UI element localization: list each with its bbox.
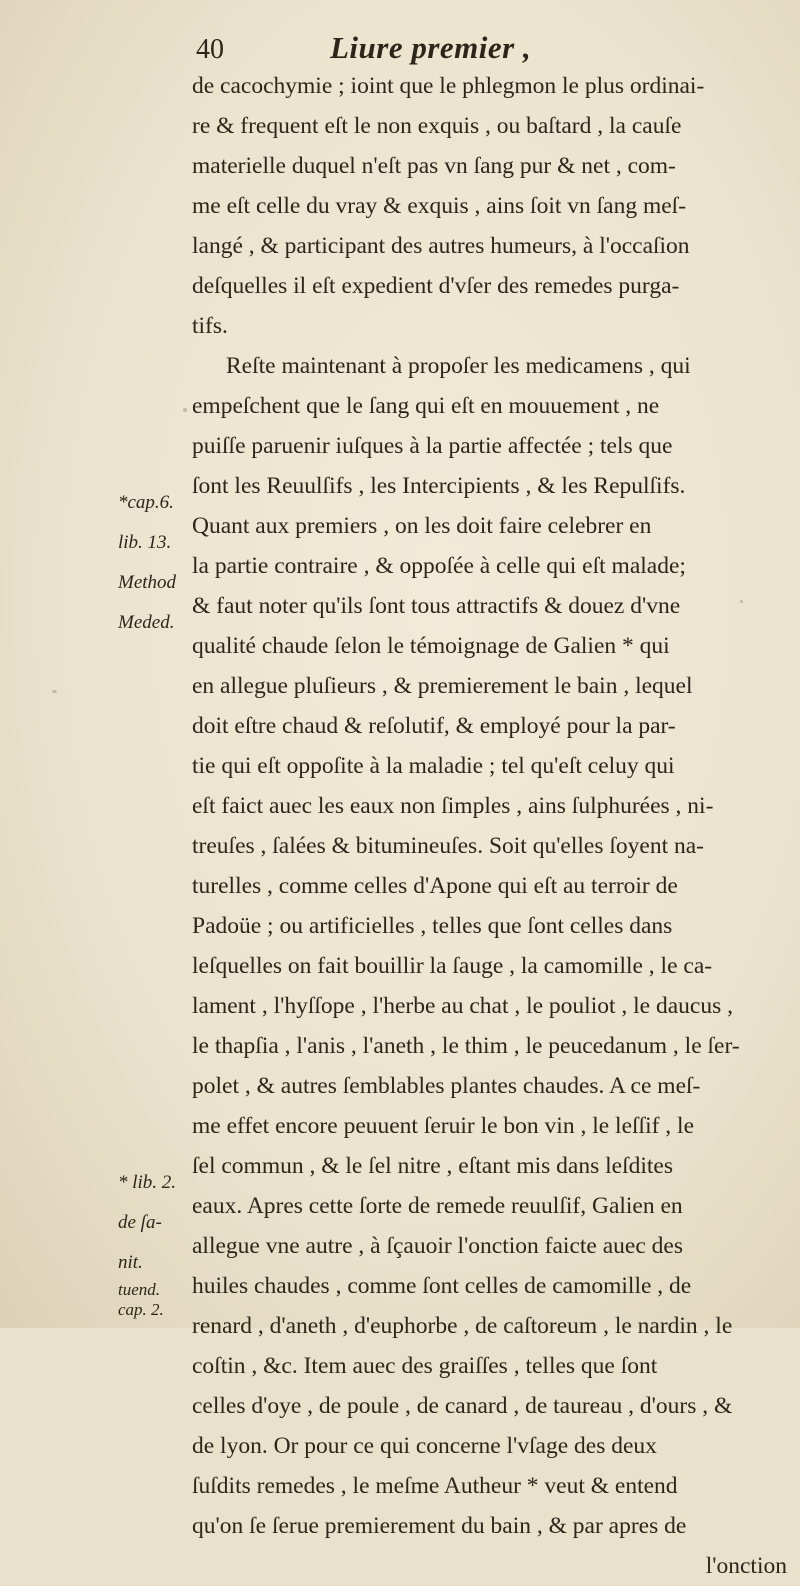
margin-note: tuend. xyxy=(118,1280,161,1299)
text-line: me effet encore peuuent ſeruir le bon vin , le leſſif , le xyxy=(192,1113,695,1139)
paper-speck xyxy=(183,408,187,412)
margin-note: * lib. 2. xyxy=(118,1172,177,1193)
text-line: eſt faict auec les eaux non ſimples , ains ſulphurées , ni- xyxy=(192,793,714,819)
text-line: la partie contraire , & oppoſée à celle qui eſt malade; xyxy=(192,553,686,579)
text-line: renard , d'aneth , d'euphorbe , de caſtoreum , le nardin , le xyxy=(192,1313,733,1339)
text-line: celles d'oye , de poule , de canard , de taureau , d'ours , & xyxy=(192,1393,733,1419)
text-line: lament , l'hyſſope , l'herbe au chat , le pouliot , le daucus , xyxy=(192,993,733,1019)
text-line: qualité chaude ſelon le témoignage de Galien * qui xyxy=(192,633,670,659)
running-title: Liure premier , xyxy=(330,30,532,65)
text-line: materielle duquel n'eſt pas vn ſang pur & net , com- xyxy=(192,153,676,179)
text-line: en allegue pluſieurs , & premierement le bain , lequel xyxy=(192,673,693,699)
paper-speck xyxy=(52,690,57,693)
text-line: ſont les Reuulſifs , les Intercipients , & les Repulſifs. xyxy=(192,473,686,499)
text-line: & faut noter qu'ils ſont tous attractifs & douez d'vne xyxy=(192,593,681,619)
paper-speck xyxy=(740,600,743,603)
text-line: langé , & participant des autres humeurs, à l'occaſion xyxy=(192,233,690,259)
text-line: leſquelles on fait bouillir la ſauge , la camomille , le ca- xyxy=(192,953,713,979)
text-line: tifs. xyxy=(192,313,228,339)
text-line: empeſchent que le ſang qui eſt en mouuement , ne xyxy=(192,393,660,419)
margin-note: lib. 13. xyxy=(118,532,172,553)
text-line: doit eſtre chaud & reſolutif, & employé pour la par- xyxy=(192,713,676,739)
text-line: eaux. Apres cette ſorte de remede reuulſif, Galien en xyxy=(192,1193,683,1219)
text-line: me eſt celle du vray & exquis , ains ſoit vn ſang meſ- xyxy=(192,193,687,219)
text-line: polet , & autres ſemblables plantes chaudes. A ce meſ- xyxy=(192,1073,701,1099)
text-line: allegue vne autre , à ſçauoir l'onction faicte auec des xyxy=(192,1233,683,1259)
text-line: ſel commun , & le ſel nitre , eſtant mis dans leſdites xyxy=(192,1153,673,1179)
text-line: re & frequent eſt le non exquis , ou baſtard , la cauſe xyxy=(192,113,682,139)
text-line: de lyon. Or pour ce qui concerne l'vſage des deux xyxy=(192,1433,657,1459)
text-line: Padoüe ; ou artificielles , telles que ſont celles dans xyxy=(192,913,673,939)
text-line: huiles chaudes , comme ſont celles de camomille , de xyxy=(192,1273,692,1299)
main-text xyxy=(192,66,795,1586)
text-line: le thapſia , l'anis , l'aneth , le thim , le peucedanum , le ſer- xyxy=(192,1033,740,1059)
text-line: puiſſe paruenir iuſques à la partie affectée ; tels que xyxy=(192,433,673,459)
text-line: ſuſdits remedes , le meſme Autheur * veut & entend xyxy=(192,1473,678,1499)
text-line: Quant aux premiers , on les doit faire celebrer en xyxy=(192,513,652,539)
text-line: deſquelles il eſt expedient d'vſer des remedes purga- xyxy=(192,273,680,299)
text-line: de cacochymie ; ioint que le phlegmon le plus ordinai- xyxy=(192,73,705,99)
margin-note: *cap.6. xyxy=(118,492,174,513)
text-line: coſtin , &c. Item auec des graiſſes , telles que ſont xyxy=(192,1353,658,1379)
text-line: qu'on ſe ſerue premierement du bain , & par apres de xyxy=(192,1513,687,1539)
text-line: Reſte maintenant à propoſer les medicamens , qui xyxy=(226,353,691,379)
text-line: turelles , comme celles d'Apone qui eſt au terroir de xyxy=(192,873,678,899)
margin-note: Method xyxy=(118,572,177,593)
text-line: tie qui eſt oppoſite à la maladie ; tel qu'eſt celuy qui xyxy=(192,753,675,779)
page-number: 40 xyxy=(196,34,224,65)
margin-note: cap. 2. xyxy=(118,1300,164,1319)
margin-note: nit. xyxy=(118,1252,143,1273)
margin-note: de ſa- xyxy=(118,1212,162,1233)
text-line: treuſes , ſalées & bitumineuſes. Soit qu'elles ſoyent na- xyxy=(192,833,704,859)
margin-note: Meded. xyxy=(118,612,175,633)
catchword: l'onction xyxy=(705,1553,787,1579)
